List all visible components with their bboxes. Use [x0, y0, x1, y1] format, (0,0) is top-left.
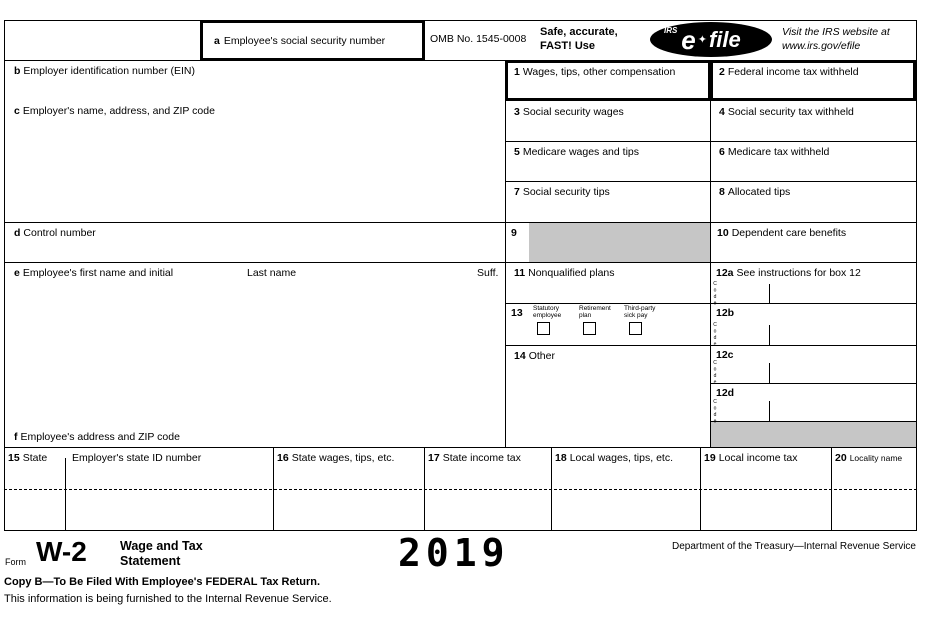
- grid-line: [4, 262, 917, 263]
- box-12c-code-label: Code: [712, 360, 718, 386]
- box-1-number: 1: [514, 66, 520, 78]
- box-10-text: Dependent care benefits: [731, 227, 847, 239]
- box-13-label: [511, 307, 526, 319]
- box-c-text: Employer's name, address, and ZIP code: [22, 105, 215, 117]
- efile-file-text: file: [708, 26, 741, 52]
- suffix-label: [477, 267, 498, 279]
- box-a-letter: a: [214, 34, 220, 47]
- grid-line: [4, 447, 917, 448]
- box-b-letter: b: [14, 65, 21, 77]
- box-e-letter: e: [14, 267, 20, 279]
- box-12d-number: 12d: [716, 387, 735, 399]
- box-5-text: Medicare wages and tips: [522, 146, 639, 158]
- irs-website-url: www.irs.gov/efile: [782, 39, 861, 52]
- box-12a-label: [716, 267, 861, 279]
- box-12b-code-label: Code: [712, 322, 718, 348]
- omb-number: [430, 33, 526, 45]
- box-2-number: 2: [719, 66, 725, 78]
- box-e-label: [14, 267, 173, 279]
- grid-line: [4, 20, 917, 21]
- box-c-letter: c: [14, 105, 20, 117]
- box-4-text: Social security tax withheld: [727, 106, 854, 118]
- grid-line: [916, 20, 917, 530]
- safe-accurate-text: [540, 26, 618, 53]
- box-3-text: Social security wages: [522, 106, 624, 118]
- box-a-ssn-field: [200, 20, 425, 61]
- box-18-label: [555, 452, 673, 464]
- safe-line-1: Safe, accurate,: [540, 26, 618, 38]
- code-divider: [769, 325, 770, 345]
- statutory-employee-checkbox[interactable]: [537, 322, 550, 335]
- grid-line: [424, 447, 425, 530]
- furnished-info-line: This information is being furnished to the Internal Revenue Service.: [4, 593, 332, 605]
- last-name-text: Last name: [247, 267, 297, 279]
- box-d-label: [14, 227, 96, 239]
- form-name: W-2: [36, 536, 87, 567]
- box-10-label: [717, 227, 846, 239]
- box-6-number: 6: [719, 146, 725, 158]
- box-12b-number: 12b: [716, 307, 735, 319]
- box-9-label: [511, 227, 520, 239]
- box-16-text: State wages, tips, etc.: [291, 452, 395, 464]
- tax-year: 2019: [398, 531, 510, 575]
- box-3-number: 3: [514, 106, 520, 118]
- box-12a-number: 12a: [716, 267, 734, 279]
- star-icon: ✦: [697, 34, 707, 46]
- third-party-sick-pay-label: Third-party sick pay: [624, 305, 656, 319]
- box-6-text: Medicare tax withheld: [727, 146, 830, 158]
- box-18-text: Local wages, tips, etc.: [569, 452, 673, 464]
- box-b-text: Employer identification number (EIN): [23, 65, 195, 77]
- grid-line: [273, 447, 274, 530]
- code-divider: [769, 284, 770, 303]
- state-sub-divider: [65, 458, 66, 530]
- box-1-label: [514, 66, 675, 78]
- box-7-number: 7: [514, 186, 520, 198]
- box-2-label: [719, 66, 859, 78]
- grid-line: [505, 141, 917, 142]
- box-17-number: 17: [428, 452, 440, 464]
- box-18-number: 18: [555, 452, 567, 464]
- box-4-number: 4: [719, 106, 725, 118]
- box-12d-label: [716, 387, 737, 399]
- employer-state-id-label: [72, 452, 201, 464]
- box-5-label: [514, 146, 639, 158]
- box-15-label: [8, 452, 47, 464]
- code-divider: [769, 363, 770, 383]
- box-f-text: Employee's address and ZIP code: [20, 431, 180, 443]
- box-20-label: [835, 452, 902, 464]
- box-16-label: [277, 452, 394, 464]
- box-12c-number: 12c: [716, 349, 734, 361]
- box-11-label: [514, 267, 615, 279]
- box-15-text: State: [22, 452, 48, 464]
- visit-line-1: Visit the IRS website at: [782, 26, 890, 38]
- employer-state-id-text: Employer's state ID number: [72, 452, 202, 464]
- retirement-plan-checkbox[interactable]: [583, 322, 596, 335]
- box-a-text: Employee's social security number: [223, 34, 386, 47]
- suffix-text: Suff.: [477, 267, 499, 279]
- box-8-number: 8: [719, 186, 725, 198]
- box-3-label: [514, 106, 624, 118]
- statutory-employee-label: Statutory employee: [533, 305, 562, 319]
- box-16-number: 16: [277, 452, 289, 464]
- box-19-text: Local income tax: [718, 452, 798, 464]
- box-f-label: [14, 431, 180, 443]
- safe-line-2: FAST! Use: [540, 39, 596, 52]
- form-title-line-1: Wage and Tax: [120, 539, 203, 553]
- grid-line: [700, 447, 701, 530]
- code-divider: [769, 401, 770, 421]
- box-19-label: [704, 452, 797, 464]
- dashed-divider: [4, 489, 917, 490]
- box-9-shaded-area: [529, 223, 710, 262]
- box-8-label: [719, 186, 790, 198]
- box-7-text: Social security tips: [522, 186, 610, 198]
- copy-b-line: Copy B—To Be Filed With Employee's FEDERAL Tax Return.: [4, 576, 321, 588]
- grid-line: [710, 60, 711, 447]
- box-17-text: State income tax: [442, 452, 521, 464]
- box-12c-label: [716, 349, 737, 361]
- irs-website-note: [782, 26, 890, 53]
- grid-line: [831, 447, 832, 530]
- irs-logo-text: IRS: [664, 26, 678, 35]
- box-c-label: [14, 105, 215, 117]
- grid-line: [505, 181, 917, 182]
- grid-line: [710, 383, 917, 384]
- omb-text: OMB No. 1545-0008: [430, 33, 527, 45]
- grid-line: [505, 345, 917, 346]
- box-12b-label: [716, 307, 737, 319]
- grid-line: [551, 447, 552, 530]
- box-d-letter: d: [14, 227, 21, 239]
- box-7-label: [514, 186, 610, 198]
- box-8-text: Allocated tips: [727, 186, 791, 198]
- box-14-text: Other: [528, 350, 555, 362]
- box-14-number: 14: [514, 350, 526, 362]
- box-2-text: Federal income tax withheld: [727, 66, 859, 78]
- box-e-text: Employee's first name and initial: [22, 267, 174, 279]
- box-b-label: [14, 65, 195, 77]
- box-10-number: 10: [717, 227, 729, 239]
- grid-line: [505, 60, 506, 447]
- box-5-number: 5: [514, 146, 520, 158]
- box-d-text: Control number: [23, 227, 96, 239]
- box-6-label: [719, 146, 829, 158]
- box-1-text: Wages, tips, other compensation: [522, 66, 676, 78]
- grid-line: [505, 303, 917, 304]
- efile-e-text: e: [681, 24, 696, 55]
- box-12-shaded-area: [711, 422, 916, 447]
- grid-line: [4, 20, 5, 530]
- box-f-letter: f: [14, 431, 18, 443]
- box-12d-code-label: Code: [712, 399, 718, 425]
- box-a-label: [203, 23, 422, 58]
- box-9-number: 9: [511, 227, 517, 239]
- retirement-plan-label: Retirement plan: [579, 305, 611, 319]
- department-line: Department of the Treasury—Internal Revenue Service: [671, 541, 916, 552]
- box-12a-text: See instructions for box 12: [736, 267, 861, 279]
- box-19-number: 19: [704, 452, 716, 464]
- box-14-label: [514, 350, 555, 362]
- box-11-number: 11: [514, 267, 526, 279]
- box-4-label: [719, 106, 854, 118]
- box-17-label: [428, 452, 521, 464]
- box-11-text: Nonqualified plans: [528, 267, 615, 279]
- box-15-number: 15: [8, 452, 20, 464]
- form-title-line-2: Statement: [120, 554, 181, 568]
- form-title: [120, 539, 203, 569]
- box-13-number: 13: [511, 307, 523, 319]
- box-12a-code-label: Code: [712, 281, 718, 307]
- form-word: Form: [5, 557, 26, 567]
- grid-line: [4, 222, 917, 223]
- box-20-number: 20: [835, 452, 847, 464]
- box-20-text: Locality name: [849, 453, 903, 463]
- irs-efile-logo: [650, 22, 772, 57]
- third-party-sick-pay-checkbox[interactable]: [629, 322, 642, 335]
- last-name-label: [247, 267, 296, 279]
